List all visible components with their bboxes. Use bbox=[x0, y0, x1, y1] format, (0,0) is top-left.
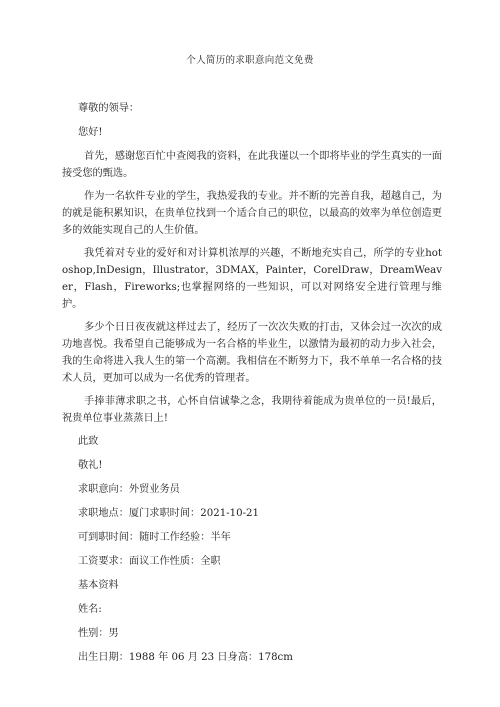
letter-body bbox=[62, 100, 442, 673]
basic-info-heading: 基本资料 bbox=[78, 580, 119, 591]
salutation: 尊敬的领导： bbox=[78, 103, 140, 114]
document-title: 个人简历的求职意向范文免费 bbox=[186, 55, 314, 66]
salary-type: 工资要求：面议工作性质：全职 bbox=[78, 556, 221, 567]
paragraph-intro: 首先，感谢您百忙中查阅我的资料，在此我谨以一个即将毕业的学生真实的一面接受您的甄选。 bbox=[62, 151, 442, 179]
name-field: 姓名: bbox=[78, 604, 102, 615]
paragraph-major: 作为一名软件专业的学生，我热爱我的专业。并不断的完善自我，超越自己，为的就是能积累知识，在贵单位找到一个适合自己的职位，以最高的效率为单位创造更多的效能实现自己的人生价值。 bbox=[62, 191, 442, 236]
availability-experience: 可到职时间：随时工作经验：半年 bbox=[78, 532, 231, 543]
paragraph-closing: 手捧菲薄求职之书，心怀自信诚挚之念，我期待着能成为贵单位的一员!最后，祝贵单位事业蒸蒸日上! bbox=[62, 396, 442, 424]
gender-field: 性别：男 bbox=[78, 628, 119, 639]
job-location-time: 求职地点：厦门求职时间：2021-10-21 bbox=[78, 508, 259, 519]
paragraph-experience: 多少个日日夜夜就这样过去了，经历了一次次失败的打击，又体会过一次次的成功地喜悦。我希望自己能够成为一名合格的毕业生，以激情为最初的动力步入社会，我的生命将进入我人生的第一个高潮。我相信在不断努力下，我不单单一名合格的技术人员，更加可以成为一名优秀的管理者。 bbox=[62, 322, 442, 384]
closing-line-1: 此致 bbox=[78, 436, 99, 447]
birth-height-field: 出生日期：1988 年 06 月 23 日身高：178cm bbox=[78, 652, 293, 663]
closing-line-2: 敬礼! bbox=[78, 460, 103, 471]
paragraph-skills: 我凭着对专业的爱好和对计算机浓厚的兴趣，不断地充实自己，所学的专业hotoshop,InDesign，Illustrator，3DMAX，Painter，CorelDraw，DreamWeaver，Flash，Fireworks;也掌握网络的一些知识，可以对网络安全进行管理与维护。 bbox=[62, 248, 442, 310]
greeting: 您好! bbox=[78, 127, 103, 138]
job-intention: 求职意向：外贸业务员 bbox=[78, 484, 180, 495]
